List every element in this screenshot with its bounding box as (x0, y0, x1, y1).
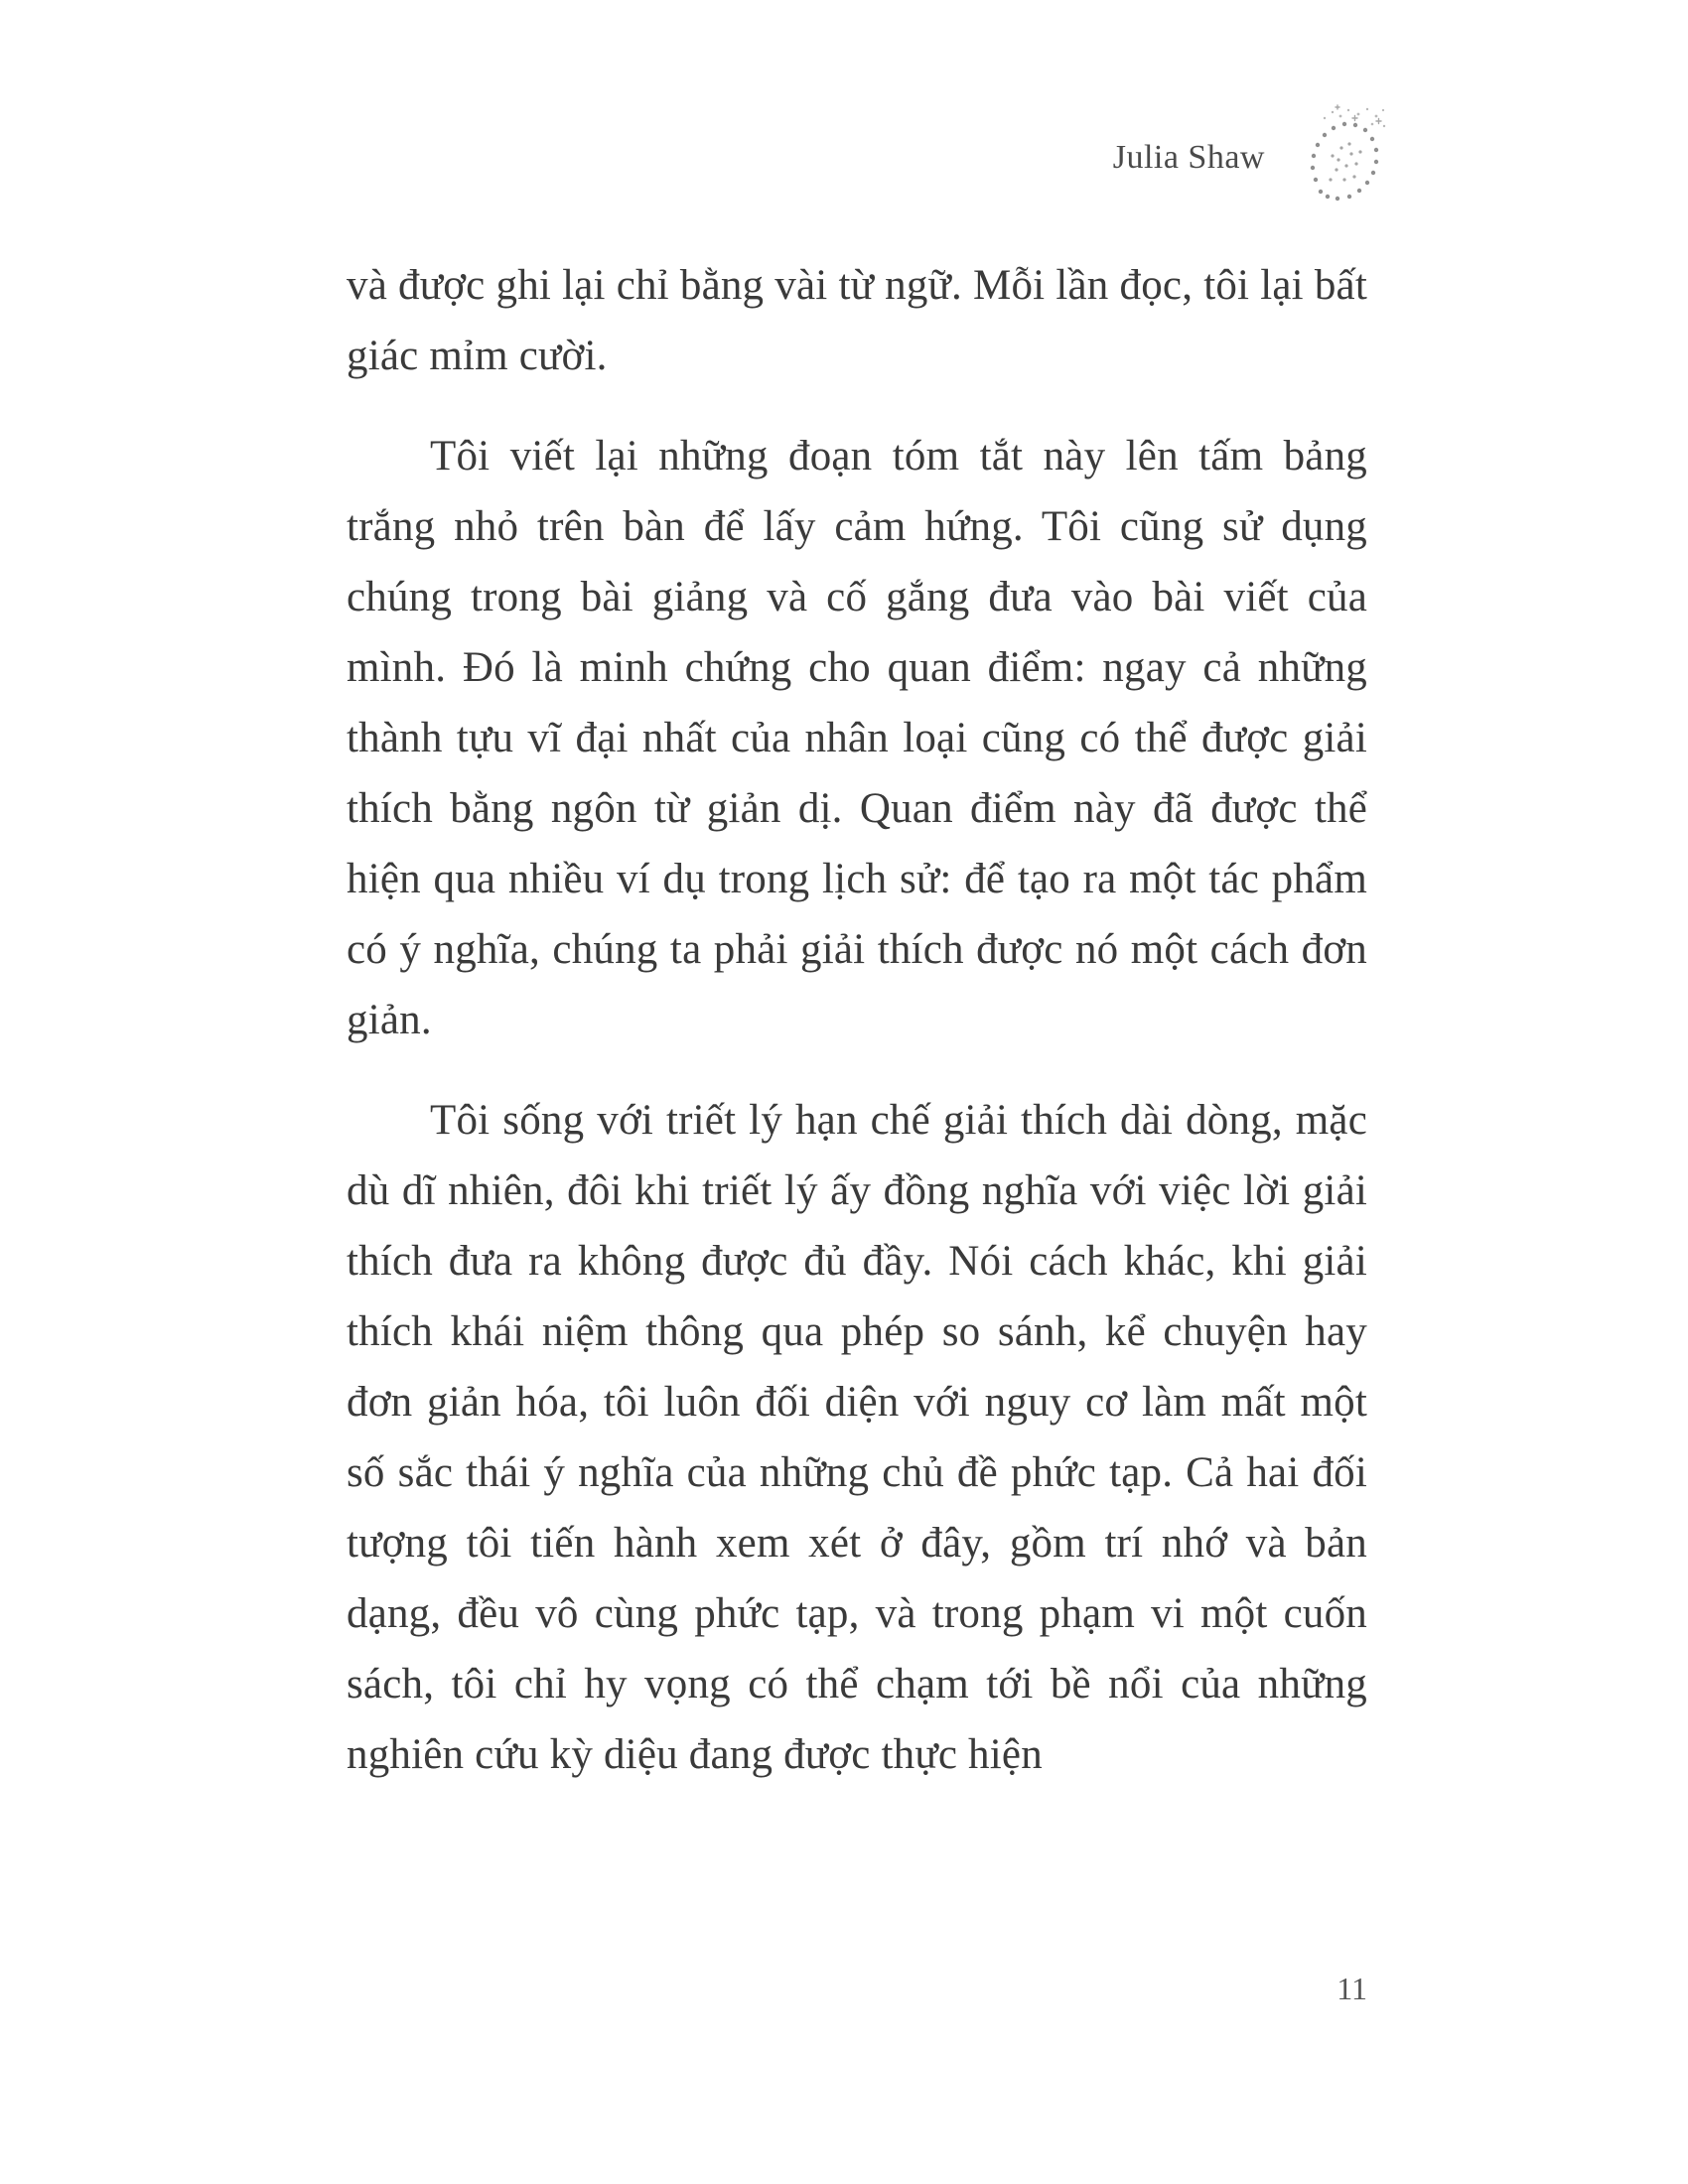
head-particles-icon (1289, 104, 1390, 219)
author-name: Julia Shaw (1112, 139, 1265, 176)
paragraph: Tôi viết lại những đoạn tóm tắt này lên tấm bảng trắng nhỏ trên bàn để lấy cảm hứng. Tôi cũng sử dụng chúng trong bài giảng và cố gắng đưa vào bài viết của mình. Đó là minh chứng cho quan điểm: ngay cả những thành tựu vĩ đại nhất của nhân loại cũng có thể được giải thích bằng ngôn từ giản dị. Quan điểm này đã được thể hiện qua nhiều ví dụ trong lịch sử: để tạo ra một tác phẩm có ý nghĩa, chúng ta phải giải thích được nó một cách đơn giản. (347, 433, 1367, 1043)
page-number: 11 (1336, 1971, 1367, 2006)
paragraph: và được ghi lại chỉ bằng vài từ ngữ. Mỗi lần đọc, tôi lại bất giác mỉm cười. (347, 262, 1367, 379)
body-text (347, 250, 1367, 1820)
running-header (1113, 107, 1390, 216)
paragraph: Tôi sống với triết lý hạn chế giải thích dài dòng, mặc dù dĩ nhiên, đôi khi triết lý ấy đồng nghĩa với việc lời giải thích đưa ra không được đủ đầy. Nói cách khác, khi giải thích khái niệm thông qua phép so sánh, kể chuyện hay đơn giản hóa, tôi luôn đối diện với nguy cơ làm mất một số sắc thái ý nghĩa của những chủ đề phức tạp. Cả hai đối tượng tôi tiến hành xem xét ở đây, gồm trí nhớ và bản dạng, đều vô cùng phức tạp, và trong phạm vi một cuốn sách, tôi chỉ hy vọng có thể chạm tới bề nổi của những nghiên cứu kỳ diệu đang được thực hiện (347, 1097, 1367, 1778)
